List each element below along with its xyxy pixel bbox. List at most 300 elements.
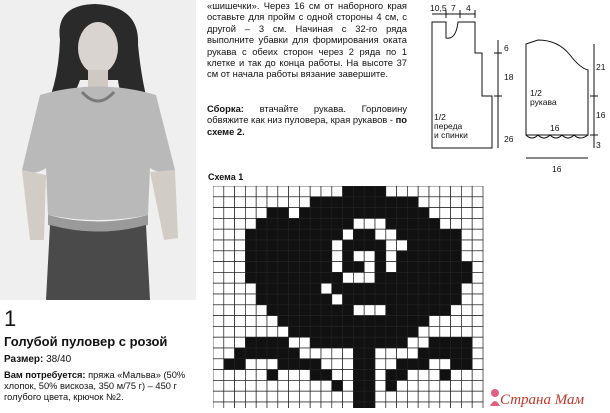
chart-cell-filled [310,197,321,208]
chart-cell-empty [310,402,321,408]
chart-cell-empty [245,208,256,219]
chart-cell-empty [418,326,429,337]
chart-cell-empty [418,402,429,408]
chart-cell-filled [386,337,397,348]
chart-cell-filled [407,240,418,251]
chart-cell-filled [429,305,440,316]
chart-cell-filled [429,272,440,283]
chart-cell-empty [256,208,267,219]
chart-cell-filled [267,272,278,283]
chart-cell-filled [332,283,343,294]
chart-cell-filled [451,337,462,348]
materials-label: Вам потребуется: [4,370,86,380]
assembly-text: втачайте рукава. Горловину обвяжите как низ пуловера, края рукавов - [207,103,408,126]
chart-cell-empty [235,380,246,391]
chart-cell-empty [364,272,375,283]
chart-cell-empty [386,402,397,408]
chart-cell-filled [332,305,343,316]
chart-cell-empty [472,391,483,402]
chart-cell-filled [310,262,321,273]
chart-cell-empty [461,305,472,316]
dim-top-3: 4 [466,3,471,13]
chart-cell-filled [353,208,364,219]
chart-cell-empty [299,370,310,381]
chart-cell-filled [375,272,386,283]
chart-cell-empty [343,402,354,408]
chart-cell-empty [440,208,451,219]
chart-cell-filled [364,294,375,305]
chart-cell-filled [256,348,267,359]
chart-cell-filled [418,359,429,370]
chart-cell-filled [440,337,451,348]
chart-cell-filled [397,197,408,208]
chart-cell-empty [245,391,256,402]
chart-cell-empty [213,240,224,251]
chart-cell-empty [332,370,343,381]
chart-cell-filled [386,370,397,381]
chart-cell-empty [472,316,483,327]
chart-cell-filled [332,380,343,391]
chart-cell-filled [397,316,408,327]
chart-cell-empty [278,402,289,408]
chart-cell-empty [332,359,343,370]
size-line [4,354,71,365]
chart-cell-filled [407,218,418,229]
chart-cell-filled [418,218,429,229]
chart-cell-filled [289,251,300,262]
chart-cell-empty [472,402,483,408]
chart-cell-filled [267,218,278,229]
chart-cell-empty [224,380,235,391]
chart-cell-filled [353,380,364,391]
chart-cell-empty [343,229,354,240]
chart-cell-empty [451,316,462,327]
chart-cell-filled [256,337,267,348]
chart-cell-filled [364,359,375,370]
chart-cell-empty [224,391,235,402]
chart-cell-filled [267,240,278,251]
chart-cell-filled [278,240,289,251]
chart-cell-filled [299,283,310,294]
dim-sleeve-width: 16 [552,164,562,174]
chart-cell-filled [343,262,354,273]
dim-sleeve-side-1: 21 [596,62,606,72]
chart-cell-empty [429,402,440,408]
chart-cell-filled [364,348,375,359]
chart-cell-filled [353,326,364,337]
assembly-ref: по схеме 2. [207,114,407,137]
chart-cell-empty [224,370,235,381]
chart-cell-empty [418,186,429,197]
chart-cell-empty [332,402,343,408]
chart-cell-empty [213,197,224,208]
chart-cell-filled [397,251,408,262]
chart-cell-empty [224,218,235,229]
chart-cell-filled [353,229,364,240]
body-label-1: 1/2 [434,112,446,122]
chart-cell-filled [310,218,321,229]
chart-cell-empty [224,348,235,359]
chart-cell-filled [440,348,451,359]
chart-cell-empty [343,348,354,359]
chart-cell-filled [267,348,278,359]
chart-cell-filled [451,251,462,262]
chart-cell-filled [278,208,289,219]
chart-cell-filled [267,229,278,240]
chart-cell-filled [364,283,375,294]
chart-cell-filled [299,208,310,219]
chart-cell-empty [472,240,483,251]
chart-cell-empty [418,370,429,381]
chart-cell-filled [289,326,300,337]
chart-cell-empty [364,218,375,229]
chart-cell-filled [332,272,343,283]
chart-cell-filled [397,326,408,337]
chart-cell-filled [310,359,321,370]
chart-cell-empty [224,197,235,208]
chart-cell-filled [332,197,343,208]
chart-cell-filled [278,359,289,370]
chart-cell-filled [407,197,418,208]
chart-cell-filled [278,251,289,262]
chart-cell-empty [461,218,472,229]
chart-cell-empty [213,251,224,262]
chart-cell-empty [224,283,235,294]
chart-cell-empty [235,229,246,240]
chart-cell-filled [407,316,418,327]
chart-cell-empty [299,337,310,348]
chart-cell-empty [321,391,332,402]
chart-cell-empty [461,326,472,337]
chart-cell-empty [440,380,451,391]
chart-cell-empty [213,272,224,283]
body-label-2: переда [434,121,463,131]
chart-cell-filled [299,262,310,273]
chart-cell-filled [440,283,451,294]
chart-cell-filled [364,380,375,391]
chart-cell-filled [332,337,343,348]
chart-cell-filled [386,208,397,219]
chart-cell-filled [375,251,386,262]
chart-cell-filled [321,326,332,337]
chart-cell-empty [472,305,483,316]
chart-cell-empty [213,305,224,316]
chart-cell-empty [213,283,224,294]
chart-cell-filled [353,391,364,402]
chart-cell-filled [332,218,343,229]
chart-cell-empty [440,218,451,229]
chart-cell-empty [224,186,235,197]
chart-cell-filled [375,294,386,305]
chart-cell-empty [278,326,289,337]
chart-cell-empty [213,316,224,327]
chart-cell-empty [256,316,267,327]
chart-cell-empty [224,229,235,240]
chart-cell-empty [451,208,462,219]
chart-cell-filled [321,251,332,262]
chart-cell-empty [256,370,267,381]
chart-cell-filled [440,229,451,240]
chart-cell-filled [418,305,429,316]
chart-cell-empty [224,262,235,273]
chart-cell-empty [235,251,246,262]
chart-cell-filled [364,186,375,197]
chart-cell-filled [321,208,332,219]
chart-cell-filled [343,294,354,305]
chart-cell-filled [375,262,386,273]
chart-cell-empty [267,359,278,370]
dim-sleeve-bottom: 16 [550,123,560,133]
chart-cell-filled [299,326,310,337]
chart-cell-empty [299,380,310,391]
chart-cell-empty [375,229,386,240]
chart-cell-empty [278,370,289,381]
chart-cell-filled [343,218,354,229]
chart-cell-filled [267,305,278,316]
chart-cell-filled [310,229,321,240]
chart-cell-filled [321,294,332,305]
chart-cell-empty [245,218,256,229]
chart-cell-empty [386,262,397,273]
chart-cell-filled [364,229,375,240]
chart-cell-empty [461,208,472,219]
chart-cell-filled [364,197,375,208]
chart-cell-filled [375,326,386,337]
chart-cell-empty [461,197,472,208]
chart-cell-empty [429,197,440,208]
chart-cell-filled [397,272,408,283]
chart-cell-filled [256,283,267,294]
chart-cell-empty [472,229,483,240]
chart-cell-filled [310,294,321,305]
chart-cell-empty [213,229,224,240]
chart-cell-filled [256,294,267,305]
chart-cell-empty [224,272,235,283]
chart-cell-filled [321,370,332,381]
chart-cell-filled [321,229,332,240]
chart-cell-empty [245,305,256,316]
chart-cell-empty [235,370,246,381]
chart-cell-filled [310,370,321,381]
chart-cell-empty [224,337,235,348]
chart-cell-empty [224,240,235,251]
chart-cell-filled [353,370,364,381]
chart-cell-empty [224,251,235,262]
chart-cell-empty [472,262,483,273]
chart-cell-empty [289,337,300,348]
chart-cell-empty [310,348,321,359]
chart-cell-empty [224,402,235,408]
chart-cell-empty [321,402,332,408]
chart-cell-filled [429,294,440,305]
chart-cell-filled [407,359,418,370]
chart-cell-filled [375,283,386,294]
chart-cell-filled [278,218,289,229]
chart-cell-filled [256,262,267,273]
chart-cell-filled [321,316,332,327]
chart-cell-filled [353,186,364,197]
chart-cell-filled [429,348,440,359]
chart-cell-filled [397,359,408,370]
chart-cell-filled [321,197,332,208]
chart-cell-empty [213,262,224,273]
chart-cell-empty [235,316,246,327]
chart-cell-empty [440,197,451,208]
dim-sleeve-side-2: 16 [596,110,606,120]
chart-cell-empty [429,359,440,370]
chart-cell-filled [451,283,462,294]
chart-cell-filled [451,240,462,251]
chart-cell-empty [407,370,418,381]
chart-cell-filled [310,337,321,348]
chart-cell-empty [429,326,440,337]
chart-cell-empty [451,197,462,208]
chart-cell-filled [429,337,440,348]
chart-cell-empty [364,305,375,316]
chart-cell-filled [278,305,289,316]
chart-cell-filled [353,359,364,370]
chart-cell-empty [440,359,451,370]
chart-cell-empty [343,380,354,391]
chart-cell-empty [397,240,408,251]
chart-cell-filled [299,218,310,229]
chart-cell-empty [332,262,343,273]
chart-cell-empty [353,251,364,262]
chart-cell-filled [407,208,418,219]
chart-cell-empty [461,186,472,197]
chart-cell-filled [386,316,397,327]
dim-body-side-3: 26 [504,134,514,144]
chart-cell-empty [461,251,472,262]
chart-cell-filled [353,197,364,208]
chart-cell-empty [299,197,310,208]
chart-cell-empty [213,348,224,359]
chart-cell-filled [440,262,451,273]
chart-cell-filled [386,294,397,305]
chart-cell-empty [472,380,483,391]
chart-cell-filled [343,337,354,348]
chart-cell-empty [375,402,386,408]
chart-cell-empty [289,370,300,381]
chart-cell-filled [235,348,246,359]
chart-cell-empty [245,283,256,294]
chart-cell-empty [245,359,256,370]
chart-cell-filled [353,283,364,294]
chart-cell-empty [429,380,440,391]
chart-cell-empty [461,229,472,240]
chart-cell-filled [245,251,256,262]
chart-cell-empty [299,186,310,197]
chart-cell-filled [375,186,386,197]
chart-cell-filled [440,305,451,316]
chart-cell-filled [418,272,429,283]
chart-cell-empty [310,380,321,391]
chart-cell-filled [440,294,451,305]
chart-cell-empty [461,316,472,327]
chart-cell-filled [418,240,429,251]
chart-cell-empty [213,208,224,219]
chart-cell-empty [472,272,483,283]
chart-cell-empty [321,186,332,197]
dim-sleeve-side-3: 3 [596,140,601,150]
chart-cell-filled [332,316,343,327]
chart-cell-filled [343,197,354,208]
chart-cell-filled [418,316,429,327]
chart-cell-filled [397,229,408,240]
chart-cell-filled [397,218,408,229]
chart-cell-empty [245,380,256,391]
chart-cell-empty [397,402,408,408]
chart-cell-filled [278,283,289,294]
materials-text: пряжа «Мальва» (50% хлопок, 50% вискоза, 350 м/75 г) – 450 г голубого цвета, крючок №2. [4,370,186,402]
chart-cell-empty [235,391,246,402]
chart-cell-empty [375,218,386,229]
chart-cell-empty [472,294,483,305]
chart-cell-filled [256,218,267,229]
chart-cell-filled [289,272,300,283]
chart-cell-filled [440,251,451,262]
chart-cell-empty [440,402,451,408]
chart-cell-filled [451,272,462,283]
chart-cell-filled [397,262,408,273]
chart-cell-empty [451,326,462,337]
chart-cell-filled [364,208,375,219]
chart-cell-filled [353,240,364,251]
chart-cell-empty [407,380,418,391]
chart-cell-empty [213,326,224,337]
chart-cell-empty [386,251,397,262]
chart-cell-filled [310,283,321,294]
dim-body-side-1: 6 [504,43,509,53]
chart-cell-filled [461,359,472,370]
chart-cell-empty [375,370,386,381]
chart-cell-empty [235,283,246,294]
chart-cell-filled [245,337,256,348]
chart-cell-empty [375,391,386,402]
chart-cell-empty [440,316,451,327]
chart-cell-filled [321,262,332,273]
chart-cell-filled [310,326,321,337]
chart-cell-empty [451,305,462,316]
chart-cell-empty [353,272,364,283]
chart-cell-filled [224,359,235,370]
chart-cell-empty [310,391,321,402]
chart-cell-empty [461,380,472,391]
chart-cell-filled [289,262,300,273]
chart-cell-empty [472,218,483,229]
chart-cell-empty [343,391,354,402]
chart-cell-filled [461,337,472,348]
chart-cell-empty [429,391,440,402]
chart-cell-empty [461,402,472,408]
chart-cell-empty [429,186,440,197]
chart-cell-empty [267,197,278,208]
chart-cell-empty [364,251,375,262]
chart-cell-filled [267,337,278,348]
chart-cell-filled [429,262,440,273]
chart-cell-filled [299,305,310,316]
chart-cell-empty [213,294,224,305]
chart-cell-empty [429,370,440,381]
chart-cell-empty [407,402,418,408]
chart-cell-empty [235,262,246,273]
chart-cell-filled [343,240,354,251]
chart-cell-filled [321,240,332,251]
chart-cell-empty [472,359,483,370]
chart-cell-filled [299,316,310,327]
chart-cell-empty [256,305,267,316]
chart-cell-empty [267,326,278,337]
